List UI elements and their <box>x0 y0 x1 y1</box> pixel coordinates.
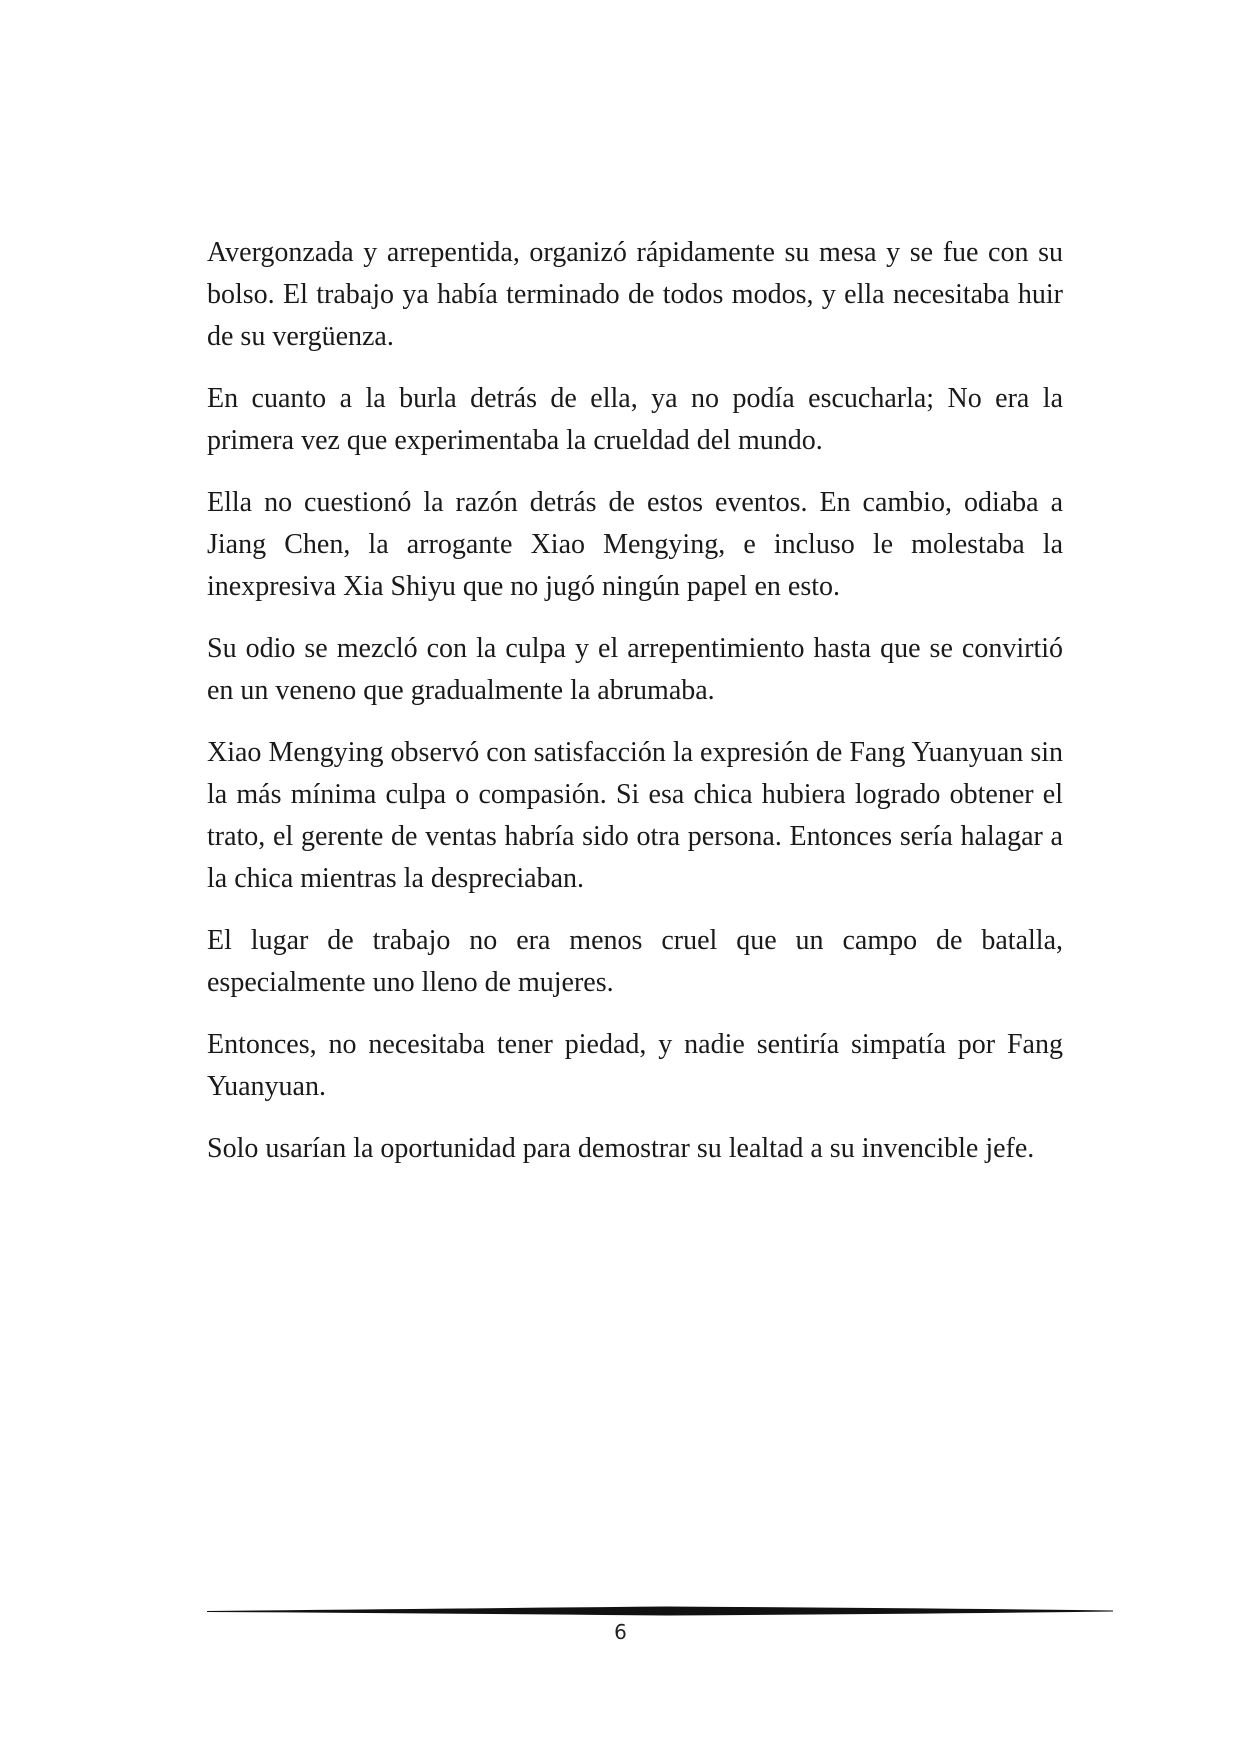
paragraph: Solo usarían la oportunidad para demostrar su lealtad a su invencible jefe. <box>207 1133 1035 1164</box>
paragraph: Avergonzada y arrepentida, organizó rápidamente su mesa y se fue con su bolso. El trabajo ya había terminado de todos modos, y ella necesitaba huir de su vergüenza. <box>207 237 1063 352</box>
body-text <box>207 232 1063 1190</box>
paragraph: El lugar de trabajo no era menos cruel que un campo de batalla, especialmente uno lleno de mujeres. <box>207 925 1063 998</box>
paragraph: En cuanto a la burla detrás de ella, ya no podía escucharla; No era la primera vez que experimentaba la crueldad del mundo. <box>207 383 1063 456</box>
paragraph: Su odio se mezcló con la culpa y el arrepentimiento hasta que se convirtió en un veneno que gradualmente la abrumaba. <box>207 633 1063 706</box>
paragraph: Entonces, no necesitaba tener piedad, y nadie sentiría simpatía por Fang Yuanyuan. <box>207 1029 1063 1102</box>
footer-divider <box>207 1604 1113 1618</box>
page-number: 6 <box>614 1620 627 1644</box>
paragraph: Xiao Mengying observó con satisfacción la expresión de Fang Yuanyuan sin la más mínima culpa o compasión. Si esa chica hubiera logrado obtener el trato, el gerente de ventas habría sido otra persona. Entonces sería halagar a la chica mientras la despreciaban. <box>207 737 1063 894</box>
paragraph: Ella no cuestionó la razón detrás de estos eventos. En cambio, odiaba a Jiang Chen, la arrogante Xiao Mengying, e incluso le molestaba la inexpresiva Xia Shiyu que no jugó ningún papel en esto. <box>207 487 1063 602</box>
